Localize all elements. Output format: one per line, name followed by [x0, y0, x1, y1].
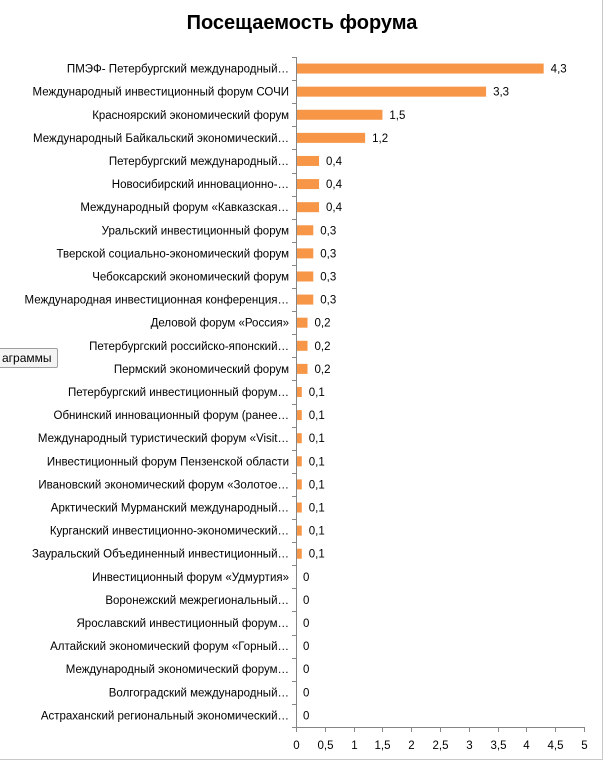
category-label: Петербургский российско-японский… — [89, 340, 289, 353]
bar — [297, 248, 313, 258]
bar — [297, 549, 302, 559]
bar — [297, 110, 382, 120]
category-label: Международный Байкальский экономический… — [33, 132, 289, 145]
chart-title: Посещаемость форума — [186, 12, 418, 34]
bar — [297, 87, 486, 97]
category-label: Международный экономический форум… — [65, 664, 289, 677]
bar — [297, 433, 302, 443]
bar — [297, 456, 302, 466]
bar — [297, 318, 308, 328]
category-label: Астраханский региональный экономический… — [40, 710, 289, 723]
category-label: Новосибирский инновационно-… — [111, 179, 289, 192]
category-label: Международный туристический форум «Visit… — [37, 433, 289, 446]
x-tick-label: 1 — [351, 740, 358, 752]
category-label: Обнинский инновационный форум (ранее… — [53, 410, 289, 423]
value-label: 1,2 — [372, 132, 389, 145]
bar — [297, 271, 313, 281]
value-label: 0 — [303, 571, 310, 584]
bar — [297, 526, 302, 536]
category-label: Курганский инвестиционно-экономический… — [49, 525, 289, 538]
value-label: 0,1 — [308, 479, 325, 492]
bar — [297, 133, 365, 143]
bar — [297, 156, 319, 166]
value-label: 0 — [303, 641, 310, 654]
category-label: Петербургский инвестиционный форум… — [67, 387, 289, 399]
category-label: Пермский экономический форум — [113, 363, 289, 376]
value-label: 0,1 — [308, 525, 325, 538]
bar — [297, 179, 319, 189]
bar — [297, 202, 319, 212]
value-label: 0,4 — [326, 202, 343, 215]
category-label: Алтайский экономический форум «Горный… — [50, 641, 289, 654]
x-tick-label: 0,5 — [317, 740, 334, 752]
category-label: ПМЭФ- Петербургский международный… — [66, 63, 289, 76]
category-label: Международный форум «Кавказская… — [80, 202, 289, 215]
category-label: Воронежский межрегиональный… — [105, 594, 289, 607]
category-label: Петербургский международный… — [108, 155, 289, 168]
value-label: 3,3 — [493, 86, 510, 99]
category-label: Инвестиционный форум Пензенской области — [46, 456, 289, 469]
value-label: 0,1 — [308, 387, 325, 399]
category-label: Зауральский Объединенный инвестиционный… — [32, 548, 289, 561]
value-label: 0,2 — [314, 317, 331, 330]
value-label: 0,3 — [320, 294, 337, 307]
value-label: 0 — [303, 618, 310, 631]
x-tick-label: 5 — [581, 740, 588, 752]
bar — [297, 410, 302, 420]
value-label: 0,2 — [314, 363, 331, 376]
category-label: Тверской социально-экономический форум — [56, 248, 289, 261]
value-label: 0 — [303, 687, 310, 700]
x-tick-label: 3 — [466, 740, 473, 752]
bar — [297, 341, 308, 351]
x-tick-label: 4 — [523, 740, 530, 752]
category-label: Волгоградский международный… — [108, 687, 289, 700]
value-label: 0,1 — [308, 456, 325, 469]
category-label: Ярославский инвестиционный форум… — [76, 618, 289, 631]
value-label: 0 — [303, 664, 310, 677]
bar — [297, 225, 313, 235]
x-tick-label: 4,5 — [547, 740, 564, 752]
category-label: Инвестиционный форум «Удмуртия» — [92, 571, 289, 584]
category-label: Международный инвестиционный форум СОЧИ — [32, 86, 289, 99]
bar — [297, 387, 302, 397]
category-label: Уральский инвестиционный форум — [101, 225, 289, 238]
value-label: 0,4 — [326, 179, 343, 192]
category-label: Деловой форум «Россия» — [150, 317, 289, 330]
category-label: Ивановский экономический форум «Золотое… — [38, 479, 289, 492]
category-label: Чебоксарский экономический форум — [92, 271, 289, 284]
x-tick-label: 3,5 — [490, 740, 507, 752]
category-label: Арктический Мурманский международный… — [50, 502, 289, 515]
x-tick-label: 0 — [293, 740, 300, 752]
bar — [297, 364, 308, 374]
value-label: 0,1 — [308, 433, 325, 446]
value-label: 0,3 — [320, 248, 337, 261]
value-label: 0,3 — [320, 225, 337, 238]
bar — [297, 503, 302, 513]
x-tick-label: 2,5 — [432, 740, 449, 752]
value-label: 0,4 — [326, 155, 343, 168]
category-label: Красноярский экономический форум — [92, 109, 289, 122]
value-label: 0 — [303, 594, 310, 607]
value-label: 0,2 — [314, 340, 331, 353]
x-tick-label: 2 — [408, 740, 415, 752]
tooltip: аграммы — [0, 348, 58, 368]
value-label: 0,1 — [308, 548, 325, 561]
value-label: 0,3 — [320, 271, 337, 284]
value-label: 0,1 — [308, 410, 325, 423]
bar — [297, 295, 313, 305]
bar — [297, 479, 302, 489]
value-label: 0,1 — [308, 502, 325, 515]
bar — [297, 64, 544, 74]
x-tick-label: 1,5 — [374, 740, 391, 752]
value-label: 4,3 — [550, 63, 567, 76]
value-label: 0 — [303, 710, 310, 723]
category-label: Международная инвестиционная конференция… — [24, 294, 289, 307]
value-label: 1,5 — [389, 109, 406, 122]
